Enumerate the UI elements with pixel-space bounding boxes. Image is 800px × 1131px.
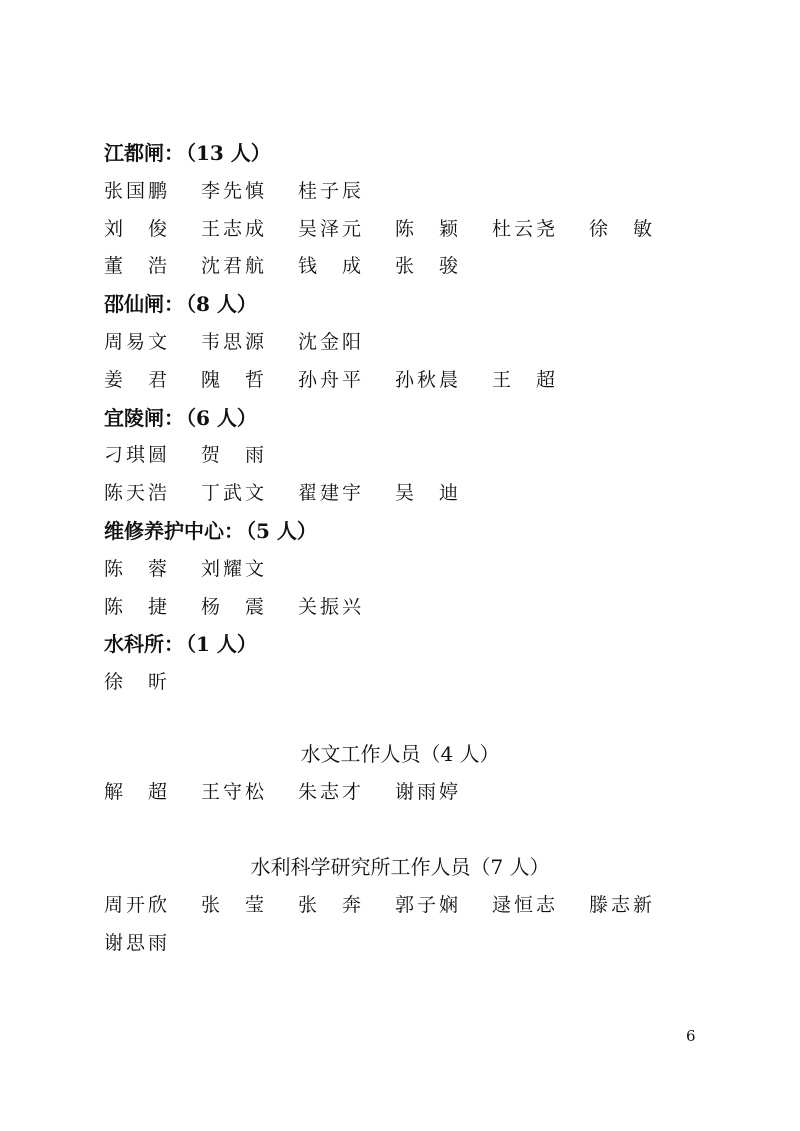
person-name: 张 奔 <box>298 893 365 916</box>
person-name: 孙舟平 <box>298 368 365 391</box>
person-name: 王守松 <box>201 780 268 803</box>
name-row <box>104 592 704 622</box>
name-row <box>104 365 704 395</box>
person-name: 杜云尧 <box>492 217 559 240</box>
group-count: （1 人） <box>186 632 257 657</box>
group-name: 水科所： <box>104 632 184 657</box>
person-name: 吴泽元 <box>298 217 365 240</box>
group-count: （6 人） <box>186 405 257 430</box>
group-header <box>104 403 257 433</box>
person-name: 董 浩 <box>104 255 171 278</box>
name-row <box>104 890 704 920</box>
name-row <box>104 176 704 206</box>
person-name: 张 骏 <box>395 255 462 278</box>
person-name: 徐 昕 <box>104 671 171 694</box>
name-row <box>104 214 704 244</box>
person-name: 杨 震 <box>201 595 268 618</box>
person-name: 丁武文 <box>201 482 268 505</box>
group-count: （13 人） <box>186 141 271 165</box>
person-name: 逯恒志 <box>492 893 559 916</box>
person-name: 隗 哲 <box>201 368 268 391</box>
section-title-hydrology: 水文工作人员（4 人） <box>300 742 500 766</box>
group-name: 宜陵闸： <box>104 405 184 430</box>
person-name: 关振兴 <box>298 595 365 618</box>
person-name: 李先慎 <box>201 179 268 202</box>
person-name: 周易文 <box>104 331 171 353</box>
person-name: 谢雨婷 <box>395 780 462 803</box>
group-count: （8 人） <box>186 292 257 317</box>
person-name: 韦思源 <box>201 331 268 353</box>
person-name: 陈 颖 <box>395 217 462 240</box>
name-row <box>104 667 704 697</box>
person-name: 解 超 <box>104 780 171 803</box>
group-header <box>104 138 271 168</box>
group-name: 邵仙闸： <box>104 292 184 317</box>
group-header <box>104 289 257 319</box>
group-count: （5 人） <box>246 519 317 543</box>
person-name: 张国鹏 <box>104 179 171 202</box>
person-name: 刘耀文 <box>201 557 268 580</box>
name-row <box>104 777 704 807</box>
person-name: 桂子辰 <box>298 179 365 202</box>
person-name: 刘 俊 <box>104 217 171 240</box>
group-name: 维修养护中心： <box>104 519 244 543</box>
person-name: 陈天浩 <box>104 482 171 505</box>
person-name: 翟建宇 <box>298 482 365 505</box>
name-row <box>104 554 704 584</box>
name-row <box>104 928 704 958</box>
person-name: 朱志才 <box>298 780 365 803</box>
person-name: 周开欣 <box>104 893 171 916</box>
name-row <box>104 440 704 470</box>
group-header <box>104 629 257 659</box>
person-name: 姜 君 <box>104 368 171 391</box>
name-row <box>104 327 704 357</box>
person-name: 陈 捷 <box>104 595 171 618</box>
person-name: 沈金阳 <box>298 331 365 353</box>
page-number: 6 <box>686 1027 696 1045</box>
person-name: 沈君航 <box>201 255 268 278</box>
section-title-research: 水利科学研究所工作人员（7 人） <box>250 855 550 879</box>
person-name: 陈 蓉 <box>104 557 171 580</box>
person-name: 刁琪圆 <box>104 444 171 467</box>
person-name: 王志成 <box>201 217 268 240</box>
group-name: 江都闸： <box>104 141 184 165</box>
person-name: 滕志新 <box>589 893 656 916</box>
person-name: 贺 雨 <box>201 444 268 467</box>
person-name: 孙秋晨 <box>395 368 462 391</box>
person-name: 徐 敏 <box>589 217 656 240</box>
person-name: 钱 成 <box>298 255 365 278</box>
person-name: 吴 迪 <box>395 482 462 505</box>
person-name: 张 莹 <box>201 893 268 916</box>
name-row <box>104 478 704 508</box>
person-name: 郭子娴 <box>395 893 462 916</box>
group-header <box>104 516 317 546</box>
name-row <box>104 251 704 281</box>
person-name: 王 超 <box>492 368 559 391</box>
person-name: 谢思雨 <box>104 931 171 954</box>
